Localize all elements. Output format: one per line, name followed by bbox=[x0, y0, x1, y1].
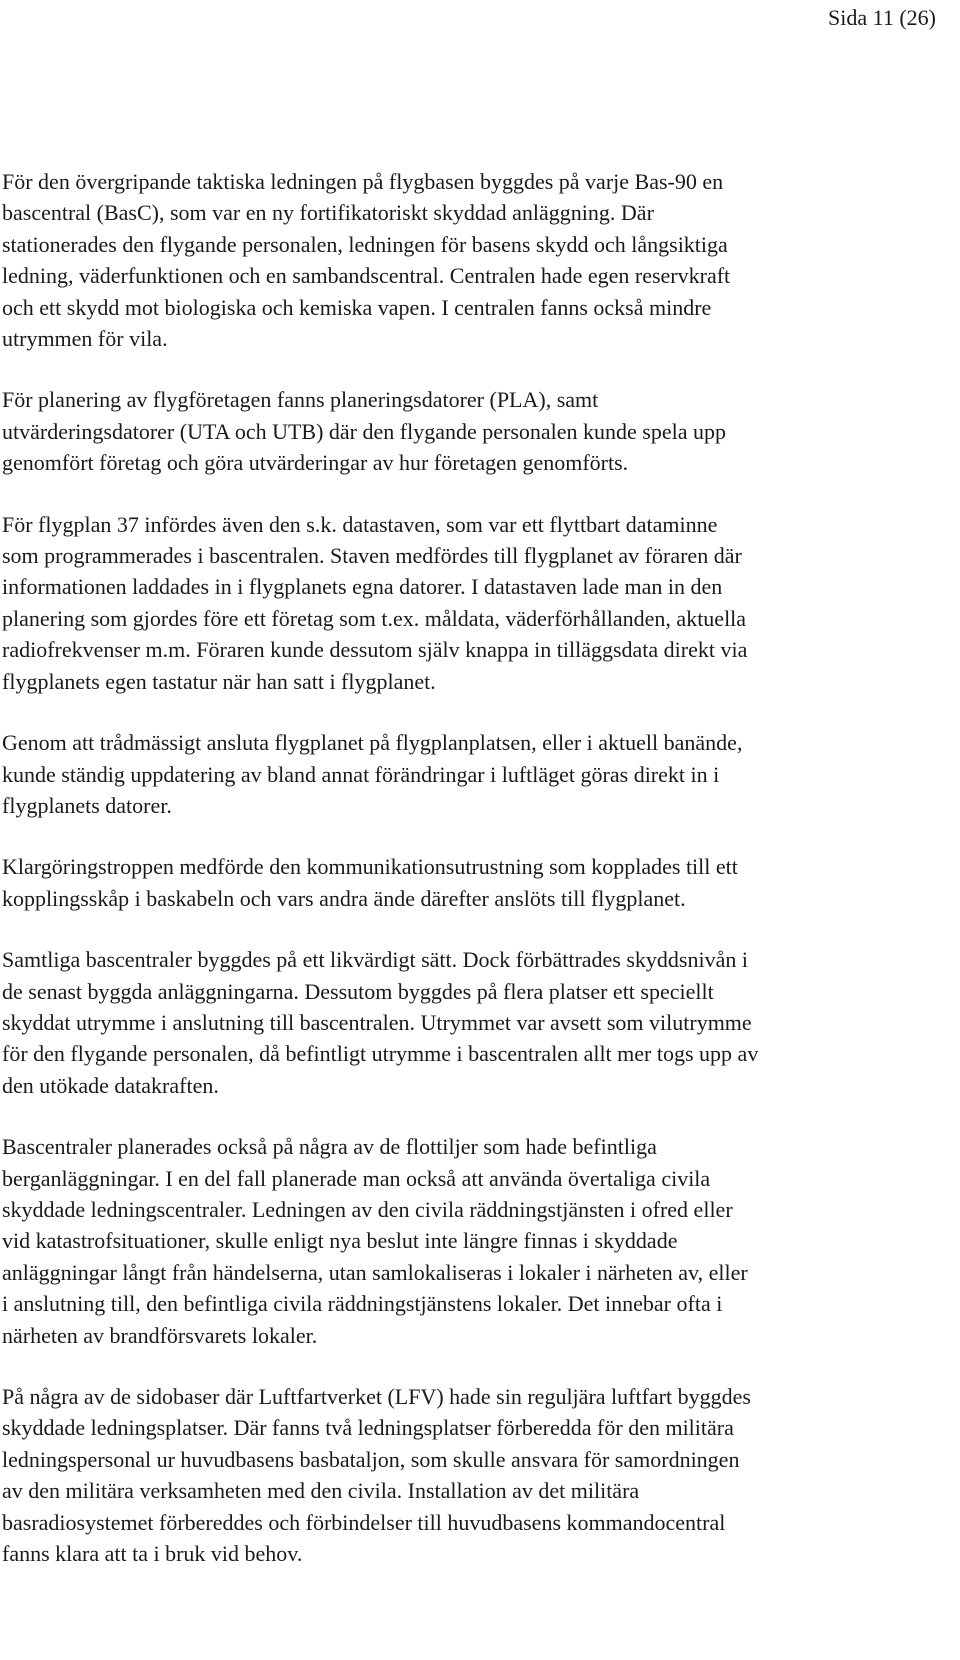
text-line: kopplingsskåp i baskabeln och vars andra ände därefter anslöts till flygplanet. bbox=[2, 885, 686, 911]
text-line: flygplanets datorer. bbox=[2, 792, 172, 818]
text-line: som programmerades i bascentralen. Staven medfördes till flygplanet av föraren där bbox=[2, 543, 742, 569]
text-line: närheten av brandförsvarets lokaler. bbox=[2, 1322, 318, 1348]
text-line: stationerades den flygande personalen, ledningen för basens skydd och långsiktiga bbox=[2, 231, 728, 257]
paragraph-sidobaser bbox=[2, 1381, 952, 1569]
text-line: planering som gjordes före ett företag som t.ex. måldata, väderförhållanden, aktuella bbox=[2, 605, 747, 631]
text-line: På några av de sidobaser där Luftfartverket (LFV) hade sin reguljära luftfart byggdes bbox=[2, 1384, 751, 1409]
text-line: För planering av flygföretagen fanns planeringsdatorer (PLA), samt bbox=[2, 387, 599, 413]
text-line: den utökade datakraften. bbox=[2, 1072, 219, 1098]
text-line: kunde ständig uppdatering av bland annat förändringar i luftläget göras direkt in i bbox=[2, 761, 720, 787]
text-line: För flygplan 37 infördes även den s.k. datastaven, som var ett flyttbart dataminne bbox=[2, 511, 718, 537]
paragraph-bascentral bbox=[2, 166, 952, 354]
text-line: skyddade ledningscentraler. Ledningen av den civila räddningstjänsten i ofred eller bbox=[2, 1196, 733, 1222]
text-line: Klargöringstroppen medförde den kommunikationsutrustning som kopplades till ett bbox=[2, 854, 738, 880]
text-line: i anslutning till, den befintliga civila räddningstjänstens lokaler. Det innebar ofta i bbox=[2, 1291, 723, 1317]
text-line: För den övergripande taktiska ledningen på flygbasen byggdes på varje Bas-90 en bbox=[2, 169, 724, 194]
text-line: utvärderingsdatorer (UTA och UTB) där den flygande personalen kunde spela upp bbox=[2, 418, 727, 444]
page-number: Sida 11 (26) bbox=[828, 5, 936, 30]
paragraph-planering bbox=[2, 384, 952, 478]
text-line: anläggningar långt från händelserna, utan samlokaliseras i lokaler i närheten av, eller bbox=[2, 1259, 748, 1285]
paragraph-klargoringstroppen bbox=[2, 851, 952, 914]
text-line: basradiosystemet förbereddes och förbindelser till huvudbasens kommandocentral bbox=[2, 1509, 726, 1535]
text-line: bascentral (BasC), som var en ny fortifikatoriskt skyddad anläggning. Där bbox=[2, 200, 654, 226]
text-line: flygplanets egen tastatur när han satt i flygplanet. bbox=[2, 668, 436, 694]
text-line: fanns klara att ta i bruk vid behov. bbox=[2, 1541, 303, 1567]
text-line: och ett skydd mot biologiska och kemiska vapen. I centralen fanns också mindre bbox=[2, 294, 712, 320]
paragraph-anslutning bbox=[2, 727, 952, 821]
text-line: berganläggningar. I en del fall planerade man också att använda övertaliga civila bbox=[2, 1165, 711, 1191]
text-line: genomfört företag och göra utvärderingar av hur företagen genomförts. bbox=[2, 450, 629, 476]
paragraph-datastaven bbox=[2, 509, 952, 697]
text-line: ledningspersonal ur huvudbasens basbataljon, som skulle ansvara för samordningen bbox=[2, 1446, 740, 1472]
document-body bbox=[2, 166, 952, 1599]
paragraph-samtliga-bascentraler bbox=[2, 944, 952, 1101]
text-line: informationen laddades in i flygplanets egna datorer. I datastaven lade man in den bbox=[2, 574, 723, 600]
paragraph-berganlaggningar bbox=[2, 1131, 952, 1351]
text-line: utrymmen för vila. bbox=[2, 326, 168, 352]
text-line: de senast byggda anläggningarna. Dessutom byggdes på flera platser ett speciellt bbox=[2, 978, 714, 1004]
text-line: för den flygande personalen, då befintligt utrymme i bascentralen allt mer togs upp av bbox=[2, 1041, 759, 1067]
text-line: ledning, väderfunktionen och en sambandscentral. Centralen hade egen reservkraft bbox=[2, 263, 731, 289]
text-line: av den militära verksamheten med den civila. Installation av det militära bbox=[2, 1478, 640, 1504]
text-line: Genom att trådmässigt ansluta flygplanet på flygplanplatsen, eller i aktuell banände, bbox=[2, 730, 743, 756]
text-line: skyddat utrymme i anslutning till bascentralen. Utrymmet var avsett som vilutrymme bbox=[2, 1009, 752, 1035]
text-line: skyddade ledningsplatser. Där fanns två ledningsplatser förberedda för den militära bbox=[2, 1415, 734, 1441]
text-line: Samtliga bascentraler byggdes på ett likvärdigt sätt. Dock förbättrades skyddsnivån i bbox=[2, 947, 748, 973]
text-line: Bascentraler planerades också på några av de flottiljer som hade befintliga bbox=[2, 1134, 657, 1160]
text-line: radiofrekvenser m.m. Föraren kunde dessutom själv knappa in tilläggsdata direkt via bbox=[2, 637, 748, 663]
text-line: vid katastrofsituationer, skulle enligt nya beslut inte längre finnas i skyddade bbox=[2, 1228, 678, 1254]
